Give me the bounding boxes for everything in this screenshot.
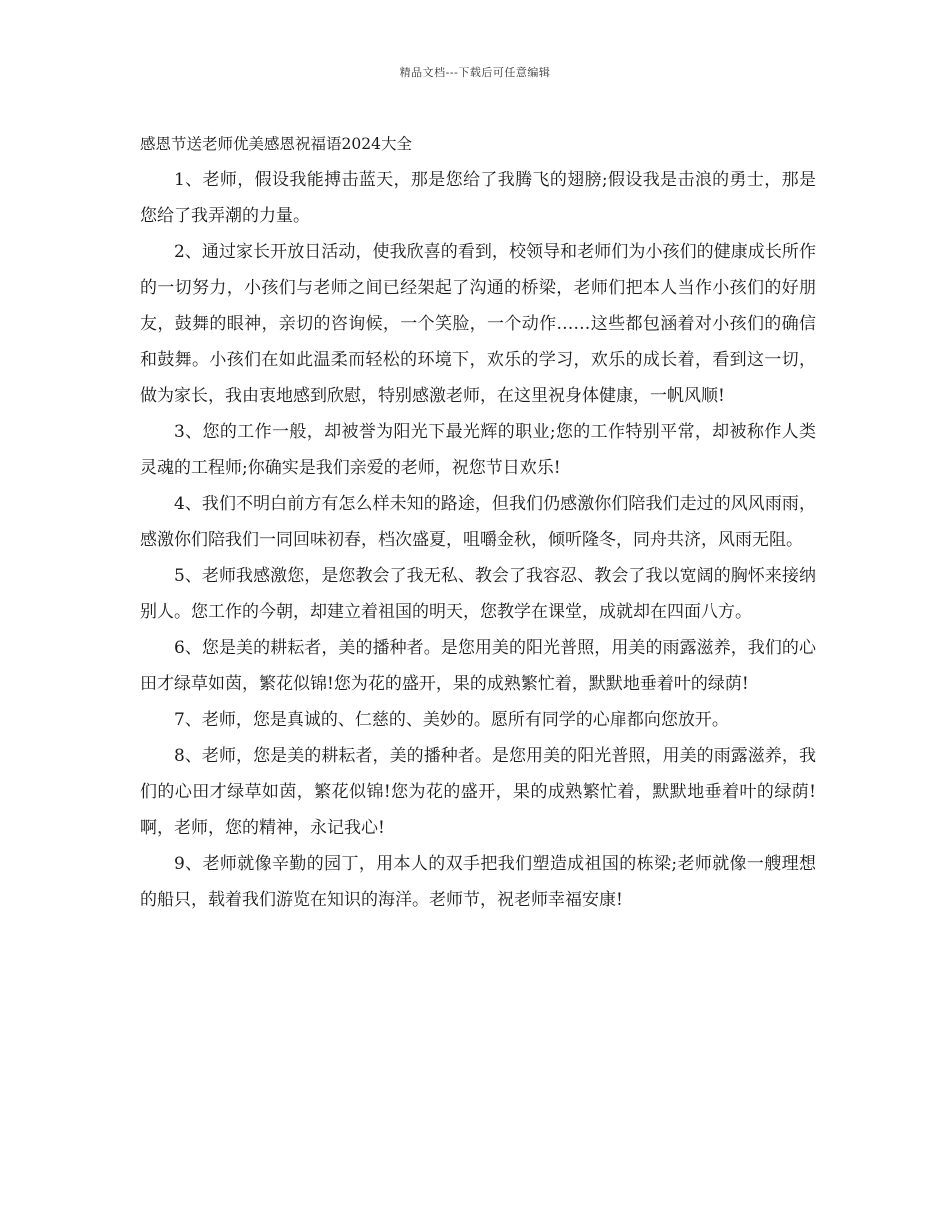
paragraph-9: 9、老师就像辛勤的园丁，用本人的双手把我们塑造成祖国的栋梁;老师就像一艘理想的船只，载着我们游览在知识的海洋。老师节，祝老师幸福安康! [140,854,816,910]
paragraph-8: 8、老师，您是美的耕耘者，美的播种者。是您用美的阳光普照，用美的雨露滋养，我们的心田才绿草如茵，繁花似锦!您为花的盛开，果的成熟繁忙着，默默地垂着叶的绿荫!啊，老师，您的精神，永记我心! [140,746,816,838]
document-body [140,126,816,918]
paragraph-3: 3、您的工作一般，却被誉为阳光下最光辉的职业;您的工作特别平常，却被称作人类灵魂的工程师;你确实是我们亲爱的老师，祝您节日欢乐! [140,422,816,478]
paragraph-7: 7、老师，您是真诚的、仁慈的、美妙的。愿所有同学的心扉都向您放开。 [174,710,729,730]
page-header: 精品文档---下载后可任意编辑 [399,66,551,79]
paragraph-4: 4、我们不明白前方有怎么样未知的路途，但我们仍感激你们陪我们走过的风风雨雨，感激你们陪我们一同回味初春，档次盛夏，咀嚼金秋，倾听隆冬，同舟共济，风雨无阻。 [140,494,816,550]
paragraph-6: 6、您是美的耕耘者，美的播种者。是您用美的阳光普照，用美的雨露滋养，我们的心田才绿草如茵，繁花似锦!您为花的盛开，果的成熟繁忙着，默默地垂着叶的绿荫! [140,638,816,694]
document-title: 感恩节送老师优美感恩祝福语2024大全 [140,135,412,153]
paragraph-5: 5、老师我感激您，是您教会了我无私、教会了我容忍、教会了我以宽阔的胸怀来接纳别人。您工作的今朝，却建立着祖国的明天，您教学在课堂，成就却在四面八方。 [140,566,816,622]
paragraph-1: 1、老师，假设我能搏击蓝天，那是您给了我腾飞的翅膀;假设我是击浪的勇士，那是您给了我弄潮的力量。 [140,170,816,226]
paragraph-2: 2、通过家长开放日活动，使我欣喜的看到，校领导和老师们为小孩们的健康成长所作的一切努力，小孩们与老师之间已经架起了沟通的桥梁，老师们把本人当作小孩们的好朋友，鼓舞的眼神，亲切的咨询候，一个笑脸，一个动作……这些都包涵着对小孩们的确信和鼓舞。小孩们在如此温柔而轻松的环境下，欢乐的学习，欢乐的成长着，看到这一切，做为家长，我由衷地感到欣慰，特别感激老师，在这里祝身体健康，一帆风顺! [140,242,816,406]
